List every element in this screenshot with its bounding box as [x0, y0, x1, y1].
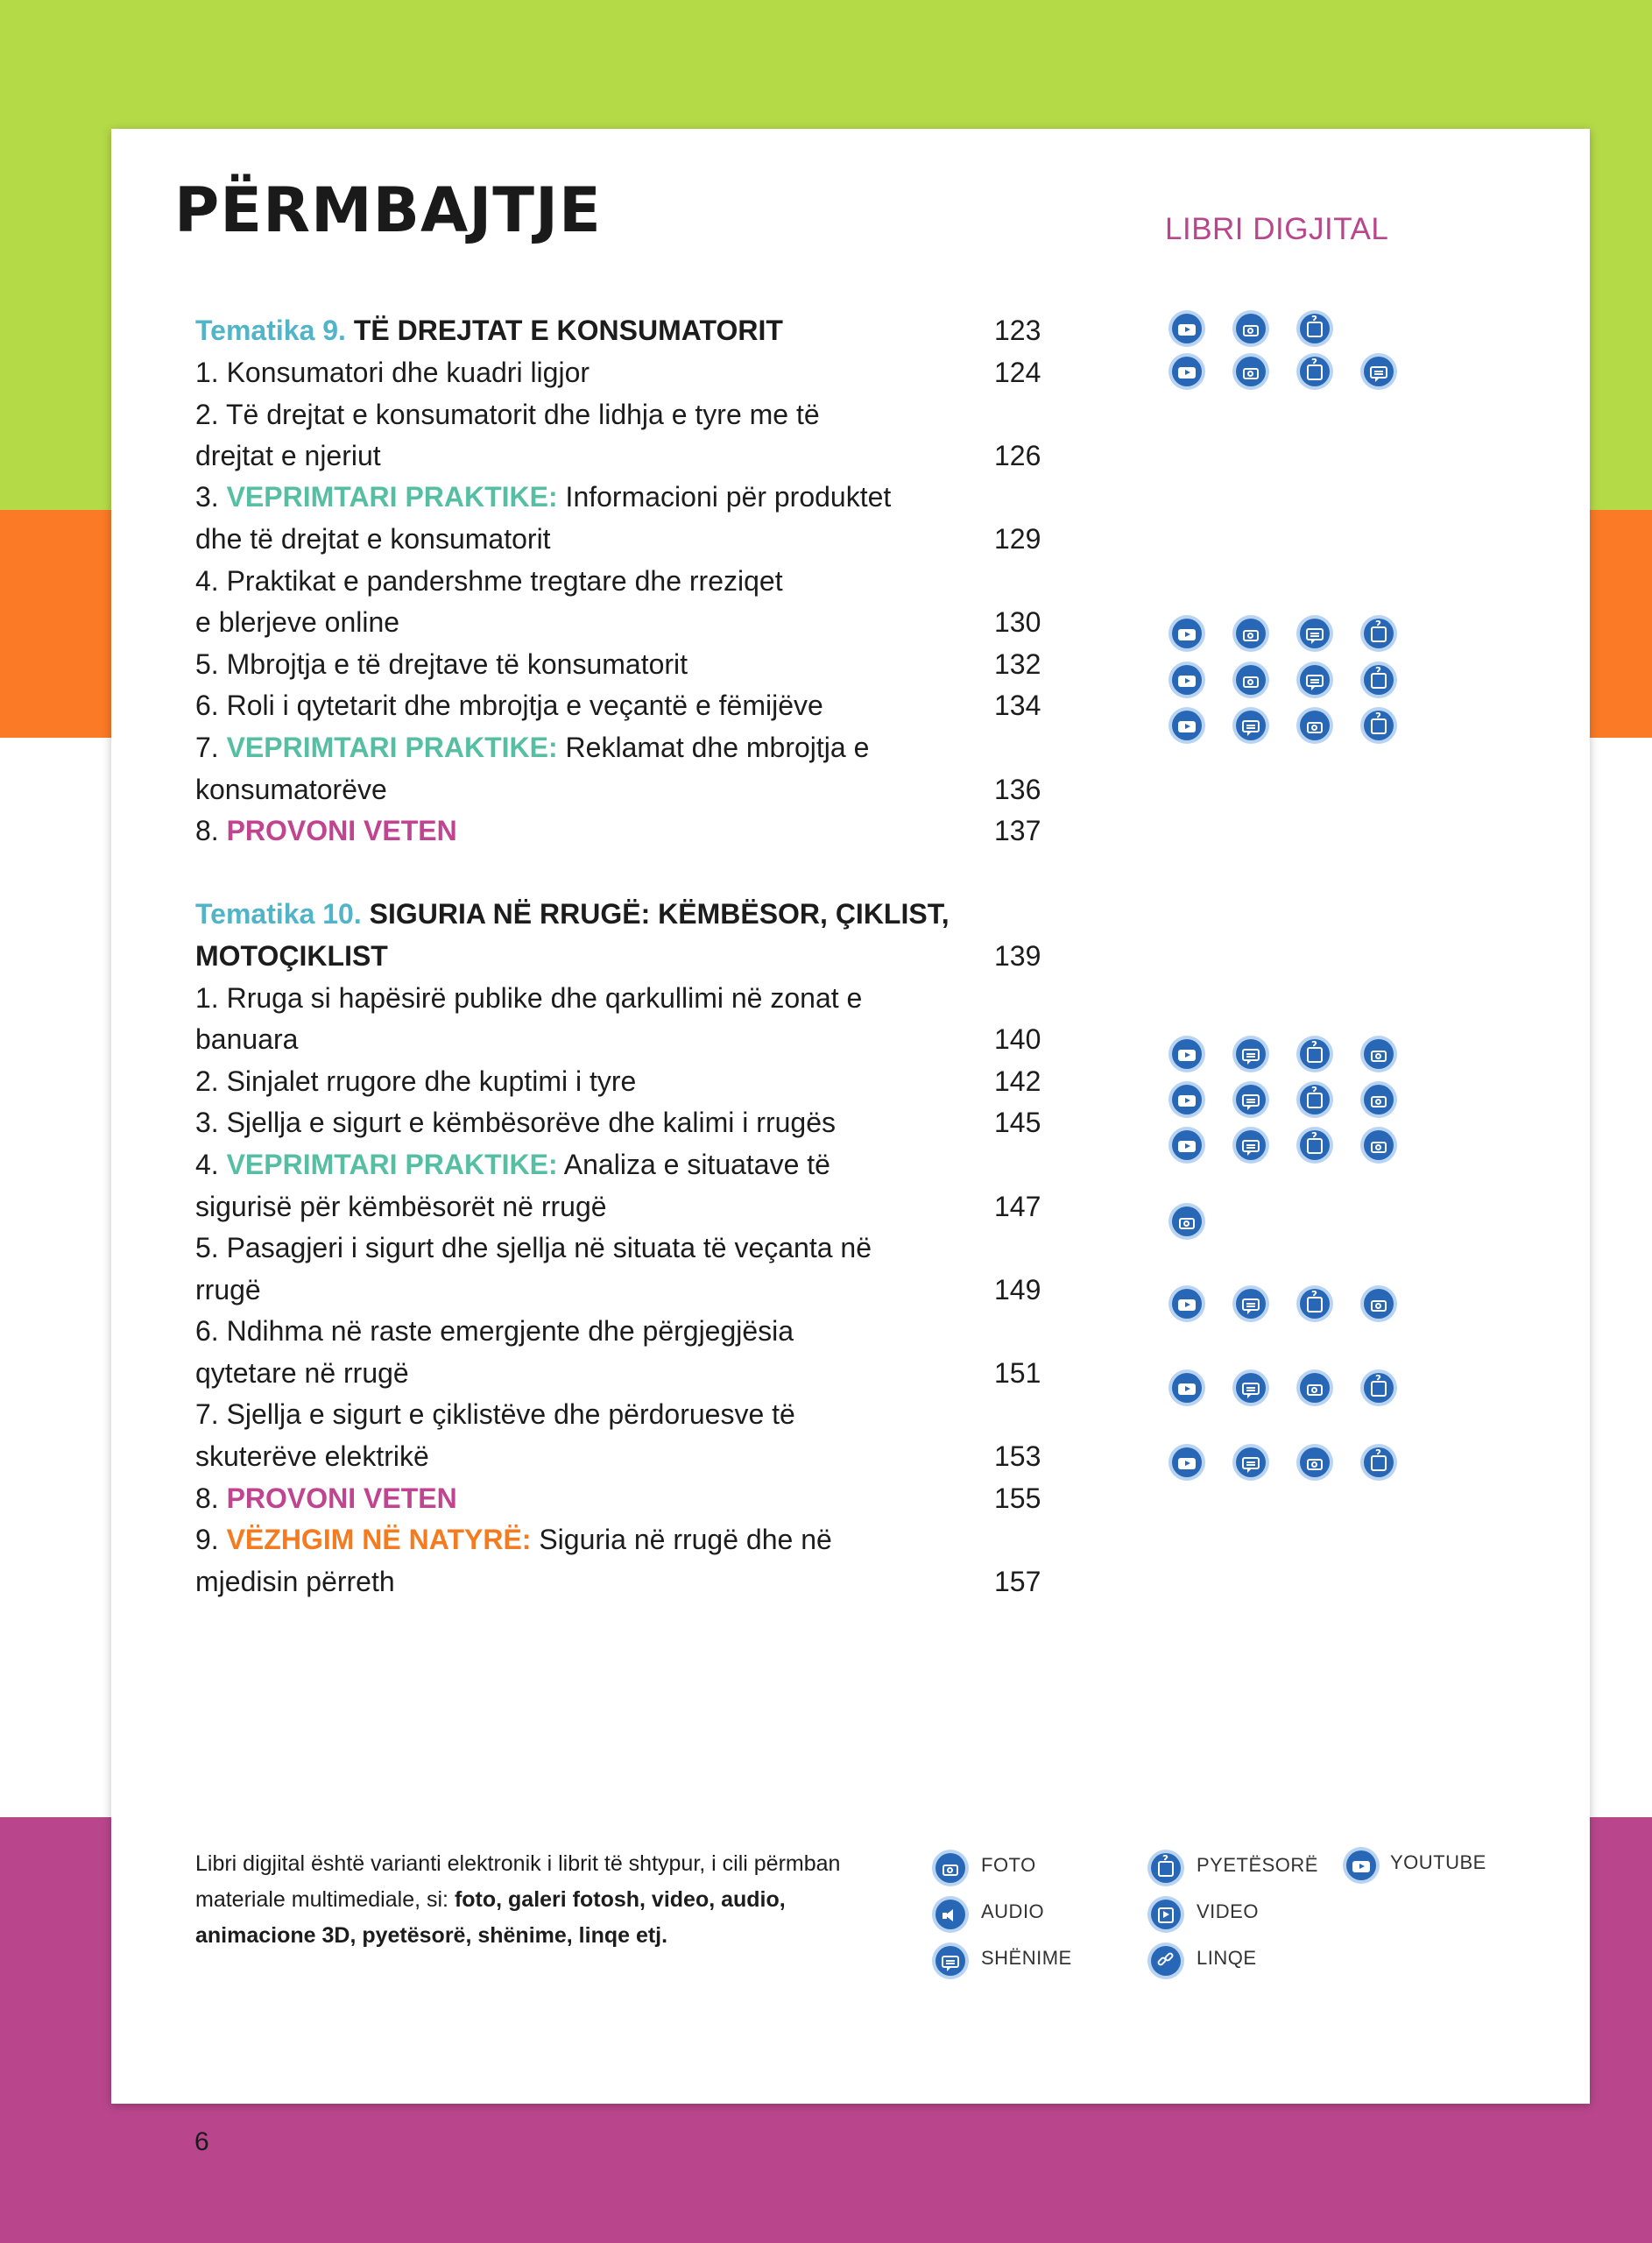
toc-page-number: 129 [994, 523, 1041, 555]
camera-icon[interactable] [1364, 1039, 1394, 1069]
toc-entry-title: drejtat e njeriut [195, 440, 381, 471]
youtube-icon-glyph [1178, 324, 1196, 336]
toc-entry-title: 7. Sjellja e sigurt e çiklistëve dhe përdoruesve të [195, 1398, 795, 1430]
toc-entry[interactable] [195, 935, 1080, 977]
camera-icon[interactable] [1300, 711, 1330, 740]
quiz-icon[interactable] [1364, 665, 1394, 695]
camera-icon-glyph [1243, 325, 1259, 336]
quiz-icon-glyph [1371, 1381, 1387, 1397]
toc-theme-label: Tematika 10. [195, 898, 362, 930]
toc-page-number: 157 [994, 1566, 1041, 1597]
toc-page-number: 130 [994, 606, 1041, 638]
camera-icon[interactable] [1236, 314, 1266, 343]
toc-entry-number: 8. [195, 1482, 227, 1514]
toc-entry[interactable] [195, 1018, 1080, 1060]
quiz-icon[interactable] [1300, 314, 1330, 343]
quiz-icon[interactable] [1151, 1853, 1181, 1883]
toc-entry-title: dhe të drejtat e konsumatorit [195, 523, 551, 555]
toc-entry-title: 2. Sinjalet rrugore dhe kuptimi i tyre [195, 1065, 637, 1097]
note-icon-glyph [1242, 1049, 1260, 1061]
youtube-icon-glyph [1178, 1299, 1196, 1311]
camera-icon-glyph [1307, 722, 1323, 733]
quiz-icon[interactable] [1300, 1085, 1330, 1114]
toc-entry[interactable] [195, 893, 1080, 935]
youtube-icon[interactable] [1172, 1039, 1202, 1069]
quiz-icon[interactable] [1300, 1289, 1330, 1319]
contents-card [111, 129, 1590, 2104]
quiz-icon-glyph [1307, 322, 1323, 337]
youtube-icon[interactable] [1172, 1289, 1202, 1319]
youtube-icon-glyph [1178, 676, 1196, 687]
note-icon[interactable] [1236, 711, 1266, 740]
toc-entry[interactable] [195, 977, 1080, 1019]
quiz-icon-glyph [1371, 673, 1387, 689]
toc-entry[interactable] [195, 1352, 1080, 1394]
toc-entry-title: MOTOÇIKLIST [195, 940, 388, 972]
camera-icon[interactable] [1364, 1130, 1394, 1160]
audio-icon[interactable] [935, 1900, 965, 1929]
toc-entry-title: Informacioni për produktet [557, 481, 892, 513]
note-icon-glyph [942, 1956, 959, 1968]
camera-icon[interactable] [1236, 619, 1266, 648]
toc-page-number: 147 [994, 1191, 1041, 1222]
toc-entry-number: 4. [195, 1149, 227, 1180]
toc-entry[interactable] [195, 810, 1080, 852]
toc-entry[interactable] [195, 1560, 1080, 1603]
toc-entry-title: sigurisë për këmbësorët në rrugë [195, 1191, 607, 1222]
note-icon[interactable] [1364, 357, 1394, 386]
toc-section-label: VEPRIMTARI PRAKTIKE: [226, 1149, 558, 1180]
toc-entry-title: 1. Rruga si hapësirë publike dhe qarkullimi në zonat e [195, 982, 863, 1014]
note-icon[interactable] [1236, 1373, 1266, 1403]
note-icon[interactable] [1300, 619, 1330, 648]
toc-entry[interactable] [195, 726, 1080, 768]
youtube-icon-glyph [1178, 721, 1196, 732]
toc-page-number: 137 [994, 815, 1041, 846]
video-icon-glyph [1158, 1907, 1174, 1923]
youtube-icon-glyph [1178, 367, 1196, 379]
note-icon[interactable] [1236, 1289, 1266, 1319]
quiz-icon-glyph [1371, 626, 1387, 642]
toc-entry[interactable] [195, 1435, 1080, 1477]
toc-section-label: VEPRIMTARI PRAKTIKE: [226, 732, 558, 763]
toc-entry[interactable] [195, 684, 1080, 726]
legend-label-foto: FOTO [981, 1854, 1036, 1876]
page-title: PËRMBAJTJE [174, 174, 602, 246]
note-icon[interactable] [1300, 665, 1330, 695]
toc-entry-title: SIGURIA NË RRUGË: KËMBËSOR, ÇIKLIST, [361, 898, 950, 930]
toc-page-number: 123 [994, 315, 1041, 346]
toc-page-number: 132 [994, 648, 1041, 680]
quiz-icon[interactable] [1300, 1039, 1330, 1069]
toc-entry-number: 9. [195, 1524, 227, 1555]
video-icon[interactable] [1151, 1900, 1181, 1929]
toc-section-label: VËZHGIM NË NATYRË: [226, 1524, 532, 1555]
toc-entry[interactable] [195, 1393, 1080, 1435]
toc-entry-title: qytetare në rrugë [195, 1357, 409, 1389]
camera-icon-glyph [1243, 676, 1259, 688]
quiz-icon[interactable] [1364, 1447, 1394, 1477]
toc-entry-title: 1. Konsumatori dhe kuadri ligjor [195, 357, 590, 388]
camera-icon-glyph [942, 1864, 958, 1876]
toc-entry-title: 5. Pasagjeri i sigurt dhe sjellja në situata të veçanta në [195, 1232, 872, 1263]
toc-section-label: PROVONI VETEN [226, 1482, 457, 1514]
note-icon[interactable] [1236, 1039, 1266, 1069]
toc-entry[interactable] [195, 1518, 1080, 1560]
toc-entry-title: Analiza e situatave të [557, 1149, 830, 1180]
quiz-icon-glyph [1307, 364, 1323, 380]
note-icon[interactable] [1236, 1085, 1266, 1114]
note-icon[interactable] [1236, 1130, 1266, 1160]
toc-entry[interactable] [195, 768, 1080, 810]
note-icon-glyph [1306, 675, 1324, 687]
legend-description-text: Libri digjital është varianti elektronik i librit të shtypur, i cili përmban materiale multimediale, si: [195, 1851, 841, 1912]
toc-theme-label: Tematika 9. [195, 315, 346, 346]
toc-page-number: 149 [994, 1274, 1041, 1305]
toc-page-number: 155 [994, 1482, 1041, 1514]
toc-page-number: 151 [994, 1357, 1041, 1389]
youtube-icon-glyph [1178, 629, 1196, 640]
note-icon-glyph [1242, 1140, 1260, 1152]
toc-entry-title: e blerjeve online [195, 606, 400, 638]
camera-icon[interactable] [1300, 1373, 1330, 1403]
toc-entry[interactable] [195, 1310, 1080, 1352]
camera-icon-glyph [1371, 1300, 1387, 1312]
toc-entry[interactable] [195, 309, 1080, 351]
youtube-icon-glyph [1352, 1861, 1370, 1872]
digital-book-label: LIBRI DIGJITAL [1165, 212, 1389, 246]
quiz-icon-glyph [1158, 1861, 1174, 1877]
toc-entry-title: 4. Praktikat e pandershme tregtare dhe rreziqet [195, 565, 783, 597]
toc-entry-title: 3. Sjellja e sigurt e këmbësorëve dhe kalimi i rrugës [195, 1107, 836, 1138]
youtube-icon[interactable] [1172, 357, 1202, 386]
youtube-icon[interactable] [1172, 619, 1202, 648]
camera-icon-glyph [1243, 368, 1259, 379]
toc-entry[interactable] [195, 1269, 1080, 1311]
camera-icon-glyph [1307, 1459, 1323, 1470]
camera-icon-glyph [1371, 1142, 1387, 1153]
toc-entry[interactable] [195, 351, 1080, 393]
quiz-icon-glyph [1307, 1047, 1323, 1063]
link-icon-glyph [1157, 1951, 1175, 1969]
toc-entry[interactable] [195, 1060, 1080, 1102]
camera-icon[interactable] [1236, 357, 1266, 386]
toc-entry-number: 7. [195, 732, 227, 763]
toc-entry-title: 6. Ndihma në raste emergjente dhe përgjegjësia [195, 1315, 794, 1347]
legend-label-linqe: LINQE [1197, 1947, 1257, 1969]
quiz-icon-glyph [1307, 1297, 1323, 1313]
camera-icon[interactable] [1364, 1289, 1394, 1319]
youtube-icon[interactable] [1346, 1850, 1376, 1880]
note-icon-glyph [1242, 720, 1260, 732]
toc-entry-title: 5. Mbrojtja e të drejtave të konsumatorit [195, 648, 688, 680]
toc-page-number: 134 [994, 690, 1041, 721]
legend-label-shënime: SHËNIME [981, 1947, 1072, 1969]
camera-icon[interactable] [1364, 1085, 1394, 1114]
quiz-icon-glyph [1307, 1093, 1323, 1108]
toc-page-number: 153 [994, 1440, 1041, 1472]
quiz-icon[interactable] [1300, 357, 1330, 386]
camera-icon-glyph [1371, 1096, 1387, 1107]
toc-entry[interactable] [195, 393, 1080, 435]
toc-entry-title: banuara [195, 1023, 299, 1055]
camera-icon-glyph [1307, 1384, 1323, 1396]
quiz-icon-glyph [1371, 718, 1387, 734]
toc-entry[interactable] [195, 1227, 1080, 1269]
quiz-icon-glyph [1307, 1138, 1323, 1154]
youtube-icon[interactable] [1172, 314, 1202, 343]
quiz-icon[interactable] [1364, 711, 1394, 740]
toc-entry[interactable] [195, 601, 1080, 643]
toc-page-number: 142 [994, 1065, 1041, 1097]
toc-entry[interactable] [195, 560, 1080, 602]
quiz-icon[interactable] [1364, 619, 1394, 648]
toc-section-label: VEPRIMTARI PRAKTIKE: [226, 481, 558, 513]
note-icon-glyph [1306, 628, 1324, 640]
toc-entry-title: mjedisin përreth [195, 1566, 395, 1597]
camera-icon[interactable] [1172, 1206, 1202, 1236]
quiz-icon[interactable] [1364, 1373, 1394, 1403]
toc-entry-number: 3. [195, 481, 227, 513]
youtube-icon[interactable] [1172, 1447, 1202, 1477]
camera-icon-glyph [1371, 1051, 1387, 1062]
toc-entry[interactable] [195, 518, 1080, 560]
note-icon[interactable] [1236, 1447, 1266, 1477]
youtube-icon-glyph [1178, 1095, 1196, 1107]
camera-icon[interactable] [1300, 1447, 1330, 1477]
link-icon[interactable] [1151, 1946, 1181, 1976]
camera-icon[interactable] [935, 1853, 965, 1883]
legend-description-bold: foto, galeri fotosh, video, audio, animacione 3D, pyetësorë, shënime, linqe etj. [195, 1887, 786, 1948]
quiz-icon-glyph [1371, 1455, 1387, 1471]
note-icon-glyph [1242, 1383, 1260, 1395]
toc-entry[interactable] [195, 1101, 1080, 1143]
youtube-icon[interactable] [1172, 1373, 1202, 1403]
note-icon-glyph [1242, 1457, 1260, 1469]
audio-icon-glyph [942, 1909, 958, 1923]
toc-entry[interactable] [195, 643, 1080, 685]
note-icon[interactable] [935, 1946, 965, 1976]
note-icon-glyph [1370, 366, 1387, 379]
toc-entry-number: 8. [195, 815, 227, 846]
legend-description [195, 1846, 861, 1954]
toc-entry[interactable] [195, 1143, 1080, 1185]
toc-entry-title: 6. Roli i qytetarit dhe mbrojtja e veçantë e fëmijëve [195, 690, 823, 721]
legend-label-pyetësorë: PYETËSORË [1197, 1854, 1318, 1876]
legend-label-video: VIDEO [1197, 1900, 1259, 1922]
toc-page-number: 145 [994, 1107, 1041, 1138]
youtube-icon[interactable] [1172, 665, 1202, 695]
toc-page-number: 126 [994, 440, 1041, 471]
camera-icon[interactable] [1236, 665, 1266, 695]
youtube-icon-glyph [1178, 1458, 1196, 1469]
youtube-icon-glyph [1178, 1141, 1196, 1152]
toc-page-number: 124 [994, 357, 1041, 388]
toc-entry-title: rrugë [195, 1274, 261, 1305]
camera-icon-glyph [1179, 1218, 1195, 1229]
youtube-icon-glyph [1178, 1050, 1196, 1061]
toc-entry-title: Reklamat dhe mbrojtja e [557, 732, 870, 763]
youtube-icon[interactable] [1172, 1130, 1202, 1160]
note-icon-glyph [1242, 1298, 1260, 1311]
toc-entry-title: konsumatorëve [195, 774, 387, 805]
legend-label-audio: AUDIO [981, 1900, 1045, 1922]
toc-entry[interactable] [195, 435, 1080, 477]
camera-icon-glyph [1243, 630, 1259, 641]
toc-entry[interactable] [195, 1477, 1080, 1519]
youtube-icon[interactable] [1172, 1085, 1202, 1114]
quiz-icon[interactable] [1300, 1130, 1330, 1160]
toc-page-number: 140 [994, 1023, 1041, 1055]
legend-label-youtube: YOUTUBE [1390, 1851, 1486, 1873]
toc-page-number: 136 [994, 774, 1041, 805]
youtube-icon[interactable] [1172, 711, 1202, 740]
toc-page-number: 139 [994, 940, 1041, 972]
youtube-icon-glyph [1178, 1383, 1196, 1395]
toc-entry[interactable] [195, 476, 1080, 518]
toc-entry-title: Siguria në rrugë dhe në [531, 1524, 832, 1555]
toc-entry-title: skuterëve elektrikë [195, 1440, 429, 1472]
page-number: 6 [194, 2127, 209, 2156]
toc-section-label: PROVONI VETEN [226, 815, 457, 846]
toc-entry[interactable] [195, 1185, 1080, 1228]
toc-entry-title: 2. Të drejtat e konsumatorit dhe lidhja e tyre me të [195, 399, 820, 430]
note-icon-glyph [1242, 1094, 1260, 1107]
toc-entry-title: TË DREJTAT E KONSUMATORIT [345, 315, 783, 346]
